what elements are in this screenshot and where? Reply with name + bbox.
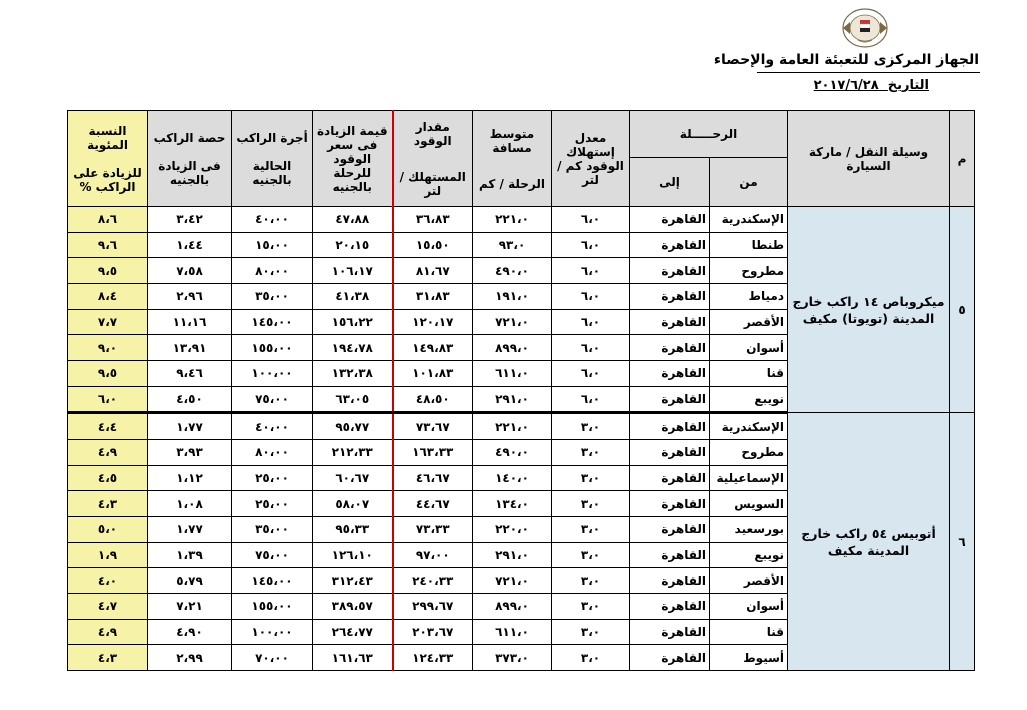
table-body <box>68 207 975 671</box>
date-label: التاريخ <box>887 78 929 93</box>
cell-increase: ٣٨٩،٥٧ <box>313 593 393 619</box>
cell-consumption: ٣،٠ <box>552 542 630 568</box>
cell-increase: ١٩٤،٧٨ <box>313 335 393 361</box>
cell-fare: ٣٥،٠٠ <box>232 283 313 309</box>
header-percent-line2: للزيادة على الراكب % <box>73 165 142 194</box>
cell-consumption: ٣،٠ <box>552 491 630 517</box>
cell-fare: ١٥٥،٠٠ <box>232 335 313 361</box>
date-line <box>814 78 929 93</box>
cell-to: القاهرة <box>630 568 710 594</box>
cell-increase: ١٣٢،٣٨ <box>313 360 393 386</box>
cell-distance: ٢٩١،٠ <box>473 386 552 413</box>
cell-from: الإسكندرية <box>710 207 788 233</box>
header-to: إلى <box>630 158 710 207</box>
cell-increase: ١٥٦،٢٢ <box>313 309 393 335</box>
cell-consumption: ٣،٠ <box>552 465 630 491</box>
header-consumption-line1: معدل إستهلاك <box>566 130 615 159</box>
cell-to: القاهرة <box>630 335 710 361</box>
cell-distance: ٣٧٣،٠ <box>473 645 552 671</box>
agency-title: الجهاز المركزى للتعبئة العامة والإحصاء <box>713 52 979 68</box>
header-from: من <box>710 158 788 207</box>
cell-consumption: ٣،٠ <box>552 619 630 645</box>
cell-to: القاهرة <box>630 386 710 413</box>
cell-fuel: ٢٤٠،٣٣ <box>393 568 473 594</box>
cell-distance: ٦١١،٠ <box>473 360 552 386</box>
cell-from: دمياط <box>710 283 788 309</box>
cell-consumption: ٦،٠ <box>552 360 630 386</box>
cell-fare: ١٥،٠٠ <box>232 232 313 258</box>
header-fare-line2: الحالية بالجنيه <box>252 158 292 187</box>
cell-share: ٥،٧٩ <box>148 568 232 594</box>
cell-to: القاهرة <box>630 619 710 645</box>
cell-to: القاهرة <box>630 542 710 568</box>
cell-fuel: ١٢٤،٣٣ <box>393 645 473 671</box>
cell-percent: ١،٩ <box>68 542 148 568</box>
cell-consumption: ٣،٠ <box>552 517 630 543</box>
cell-share: ١،٧٧ <box>148 413 232 440</box>
cell-increase: ٢١٢،٣٣ <box>313 440 393 466</box>
cell-fuel: ١٦٣،٣٣ <box>393 440 473 466</box>
cell-fuel: ١٥،٥٠ <box>393 232 473 258</box>
cell-percent: ٤،٠ <box>68 568 148 594</box>
cell-increase: ٢٠،١٥ <box>313 232 393 258</box>
cell-percent: ٤،٩ <box>68 619 148 645</box>
fare-table <box>67 110 975 671</box>
cell-fuel: ٣٦،٨٣ <box>393 207 473 233</box>
cell-increase: ٩٥،٧٧ <box>313 413 393 440</box>
header-percent <box>68 111 148 207</box>
cell-fare: ٣٥،٠٠ <box>232 517 313 543</box>
cell-percent: ٤،٣ <box>68 491 148 517</box>
cell-share: ١،٠٨ <box>148 491 232 517</box>
cell-to: القاهرة <box>630 465 710 491</box>
cell-consumption: ٦،٠ <box>552 258 630 284</box>
cell-from: قنا <box>710 619 788 645</box>
header-fuel-line1: مقدار الوقود <box>413 119 452 148</box>
cell-fuel: ٤٨،٥٠ <box>393 386 473 413</box>
cell-distance: ٧٢١،٠ <box>473 309 552 335</box>
cell-from: السويس <box>710 491 788 517</box>
cell-fare: ١٤٥،٠٠ <box>232 568 313 594</box>
cell-consumption: ٣،٠ <box>552 645 630 671</box>
date-value: ٢٠١٧/٦/٢٨ <box>813 78 879 93</box>
cell-fare: ٨٠،٠٠ <box>232 258 313 284</box>
cell-distance: ٢٢٠،٠ <box>473 517 552 543</box>
header-fare-line1: أجرة الراكب <box>236 130 308 145</box>
cell-distance: ٧٢١،٠ <box>473 568 552 594</box>
cell-consumption: ٦،٠ <box>552 335 630 361</box>
cell-fare: ٤٠،٠٠ <box>232 207 313 233</box>
cell-to: القاهرة <box>630 283 710 309</box>
cell-consumption: ٦،٠ <box>552 309 630 335</box>
header-fare <box>232 111 313 207</box>
cell-consumption: ٣،٠ <box>552 568 630 594</box>
header-distance <box>473 111 552 207</box>
cell-fare: ١٠٠،٠٠ <box>232 360 313 386</box>
cell-percent: ٥،٠ <box>68 517 148 543</box>
cell-share: ٢،٩٩ <box>148 645 232 671</box>
cell-distance: ٤٩٠،٠ <box>473 440 552 466</box>
cell-percent: ٩،٥ <box>68 360 148 386</box>
cell-percent: ٤،٥ <box>68 465 148 491</box>
cell-to: القاهرة <box>630 360 710 386</box>
header-share-line1: حصة الراكب <box>153 130 226 145</box>
header-consumption-line2: الوقود كم / لتر <box>557 158 624 187</box>
header-m: م <box>950 111 975 207</box>
header-consumption <box>552 111 630 207</box>
cell-fuel: ٨١،٦٧ <box>393 258 473 284</box>
cell-consumption: ٣،٠ <box>552 440 630 466</box>
cell-from: الأقصر <box>710 568 788 594</box>
cell-to: القاهرة <box>630 258 710 284</box>
cell-distance: ٢٢١،٠ <box>473 207 552 233</box>
cell-to: القاهرة <box>630 232 710 258</box>
cell-to: القاهرة <box>630 517 710 543</box>
cell-from: أسوان <box>710 335 788 361</box>
cell-fare: ١٤٥،٠٠ <box>232 309 313 335</box>
cell-distance: ٦١١،٠ <box>473 619 552 645</box>
cell-from: الإسماعيلية <box>710 465 788 491</box>
header-vehicle: وسيلة النقل / ماركة السيارة <box>788 111 950 207</box>
table-header <box>68 111 975 207</box>
cell-percent: ٨،٤ <box>68 283 148 309</box>
header-share-line2: فى الزيادة بالجنيه <box>158 158 221 187</box>
cell-percent: ٩،٠ <box>68 335 148 361</box>
header-increase-line2: الوقود للرحلة بالجنيه <box>332 151 372 194</box>
cell-from: أسوان <box>710 593 788 619</box>
cell-distance: ١٣٤،٠ <box>473 491 552 517</box>
cell-percent: ٤،٣ <box>68 645 148 671</box>
cell-increase: ٦٠،٦٧ <box>313 465 393 491</box>
cell-percent: ٩،٥ <box>68 258 148 284</box>
cell-from: مطروح <box>710 258 788 284</box>
header-percent-line1: النسبة المئوية <box>87 123 128 152</box>
cell-distance: ٤٩٠،٠ <box>473 258 552 284</box>
cell-distance: ١٤٠،٠ <box>473 465 552 491</box>
cell-fuel: ٤٤،٦٧ <box>393 491 473 517</box>
cell-share: ١،١٢ <box>148 465 232 491</box>
cell-percent: ٩،٦ <box>68 232 148 258</box>
cell-from: نويبع <box>710 386 788 413</box>
cell-distance: ١٩١،٠ <box>473 283 552 309</box>
cell-share: ٩،٤٦ <box>148 360 232 386</box>
cell-distance: ٩٣،٠ <box>473 232 552 258</box>
cell-fuel: ٢٠٣،٦٧ <box>393 619 473 645</box>
cell-percent: ٤،٧ <box>68 593 148 619</box>
title-underline <box>757 72 980 73</box>
cell-to: القاهرة <box>630 491 710 517</box>
cell-fuel: ١٤٩،٨٣ <box>393 335 473 361</box>
cell-increase: ٣١٢،٤٣ <box>313 568 393 594</box>
cell-increase: ٦٣،٠٥ <box>313 386 393 413</box>
cell-consumption: ٣،٠ <box>552 593 630 619</box>
table-row <box>68 207 975 233</box>
cell-percent: ٦،٠ <box>68 386 148 413</box>
cell-increase: ١٢٦،١٠ <box>313 542 393 568</box>
cell-from: نويبع <box>710 542 788 568</box>
cell-from: الأقصر <box>710 309 788 335</box>
cell-increase: ٩٥،٣٣ <box>313 517 393 543</box>
cell-increase: ٤٧،٨٨ <box>313 207 393 233</box>
cell-from: مطروح <box>710 440 788 466</box>
cell-from: طنطا <box>710 232 788 258</box>
cell-fuel: ٤٦،٦٧ <box>393 465 473 491</box>
cell-share: ٢،٩٦ <box>148 283 232 309</box>
cell-fuel: ١٢٠،١٧ <box>393 309 473 335</box>
cell-share: ٤،٥٠ <box>148 386 232 413</box>
header-increase <box>313 111 393 207</box>
cell-share: ١،٧٧ <box>148 517 232 543</box>
cell-share: ١،٤٤ <box>148 232 232 258</box>
cell-fuel: ١٠١،٨٣ <box>393 360 473 386</box>
header-trip: الرحـــــلة <box>630 111 788 158</box>
cell-share: ٣،٤٢ <box>148 207 232 233</box>
cell-to: القاهرة <box>630 413 710 440</box>
cell-percent: ٤،٤ <box>68 413 148 440</box>
cell-increase: ١٦١،٦٣ <box>313 645 393 671</box>
cell-fare: ٧٠،٠٠ <box>232 645 313 671</box>
cell-fare: ٢٥،٠٠ <box>232 491 313 517</box>
cell-consumption: ٦،٠ <box>552 386 630 413</box>
cell-to: القاهرة <box>630 645 710 671</box>
cell-from: أسيوط <box>710 645 788 671</box>
cell-fare: ١٥٥،٠٠ <box>232 593 313 619</box>
cell-to: القاهرة <box>630 309 710 335</box>
cell-share: ٧،٢١ <box>148 593 232 619</box>
header-distance-line2: الرحلة / كم <box>478 176 546 191</box>
cell-from: قنا <box>710 360 788 386</box>
cell-percent: ٨،٦ <box>68 207 148 233</box>
cell-fare: ٨٠،٠٠ <box>232 440 313 466</box>
cell-increase: ٤١،٣٨ <box>313 283 393 309</box>
cell-to: القاهرة <box>630 440 710 466</box>
cell-from: الإسكندرية <box>710 413 788 440</box>
cell-fare: ٧٥،٠٠ <box>232 542 313 568</box>
vehicle-type: أتوبيس ٥٤ راكب خارج المدينة مكيف <box>788 413 950 671</box>
cell-fuel: ٩٧،٠٠ <box>393 542 473 568</box>
cell-consumption: ٦،٠ <box>552 207 630 233</box>
cell-share: ١،٣٩ <box>148 542 232 568</box>
cell-from: بورسعيد <box>710 517 788 543</box>
cell-share: ١٣،٩١ <box>148 335 232 361</box>
cell-consumption: ٦،٠ <box>552 283 630 309</box>
header-increase-line1: قيمة الزيادة فى سعر <box>316 123 388 152</box>
cell-share: ١١،١٦ <box>148 309 232 335</box>
cell-share: ٧،٥٨ <box>148 258 232 284</box>
cell-percent: ٧،٧ <box>68 309 148 335</box>
cell-distance: ٨٩٩،٠ <box>473 593 552 619</box>
cell-fare: ٤٠،٠٠ <box>232 413 313 440</box>
cell-fuel: ٢٩٩،٦٧ <box>393 593 473 619</box>
cell-to: القاهرة <box>630 207 710 233</box>
cell-fare: ٢٥،٠٠ <box>232 465 313 491</box>
cell-fuel: ٧٣،٦٧ <box>393 413 473 440</box>
group-number: ٥ <box>950 207 975 413</box>
header-distance-line1: متوسط مسافة <box>489 126 535 155</box>
cell-consumption: ٦،٠ <box>552 232 630 258</box>
table-row <box>68 413 975 440</box>
vehicle-type: ميكروباص ١٤ راكب خارج المدينة (تويوتا) مكيف <box>788 207 950 413</box>
cell-fare: ٧٥،٠٠ <box>232 386 313 413</box>
cell-increase: ٥٨،٠٧ <box>313 491 393 517</box>
cell-fare: ١٠٠،٠٠ <box>232 619 313 645</box>
header-share <box>148 111 232 207</box>
cell-fuel: ٣١،٨٣ <box>393 283 473 309</box>
agency-emblem-icon <box>838 6 892 50</box>
cell-distance: ٢٩١،٠ <box>473 542 552 568</box>
header-fuel-line2: المستهلك / لتر <box>399 169 466 198</box>
cell-share: ٣،٩٣ <box>148 440 232 466</box>
cell-percent: ٤،٩ <box>68 440 148 466</box>
cell-increase: ١٠٦،١٧ <box>313 258 393 284</box>
cell-distance: ٢٢١،٠ <box>473 413 552 440</box>
cell-distance: ٨٩٩،٠ <box>473 335 552 361</box>
group-number: ٦ <box>950 413 975 671</box>
cell-fuel: ٧٣،٣٣ <box>393 517 473 543</box>
cell-increase: ٢٦٤،٧٧ <box>313 619 393 645</box>
cell-consumption: ٣،٠ <box>552 413 630 440</box>
cell-share: ٤،٩٠ <box>148 619 232 645</box>
header-fuel <box>393 111 473 207</box>
cell-to: القاهرة <box>630 593 710 619</box>
